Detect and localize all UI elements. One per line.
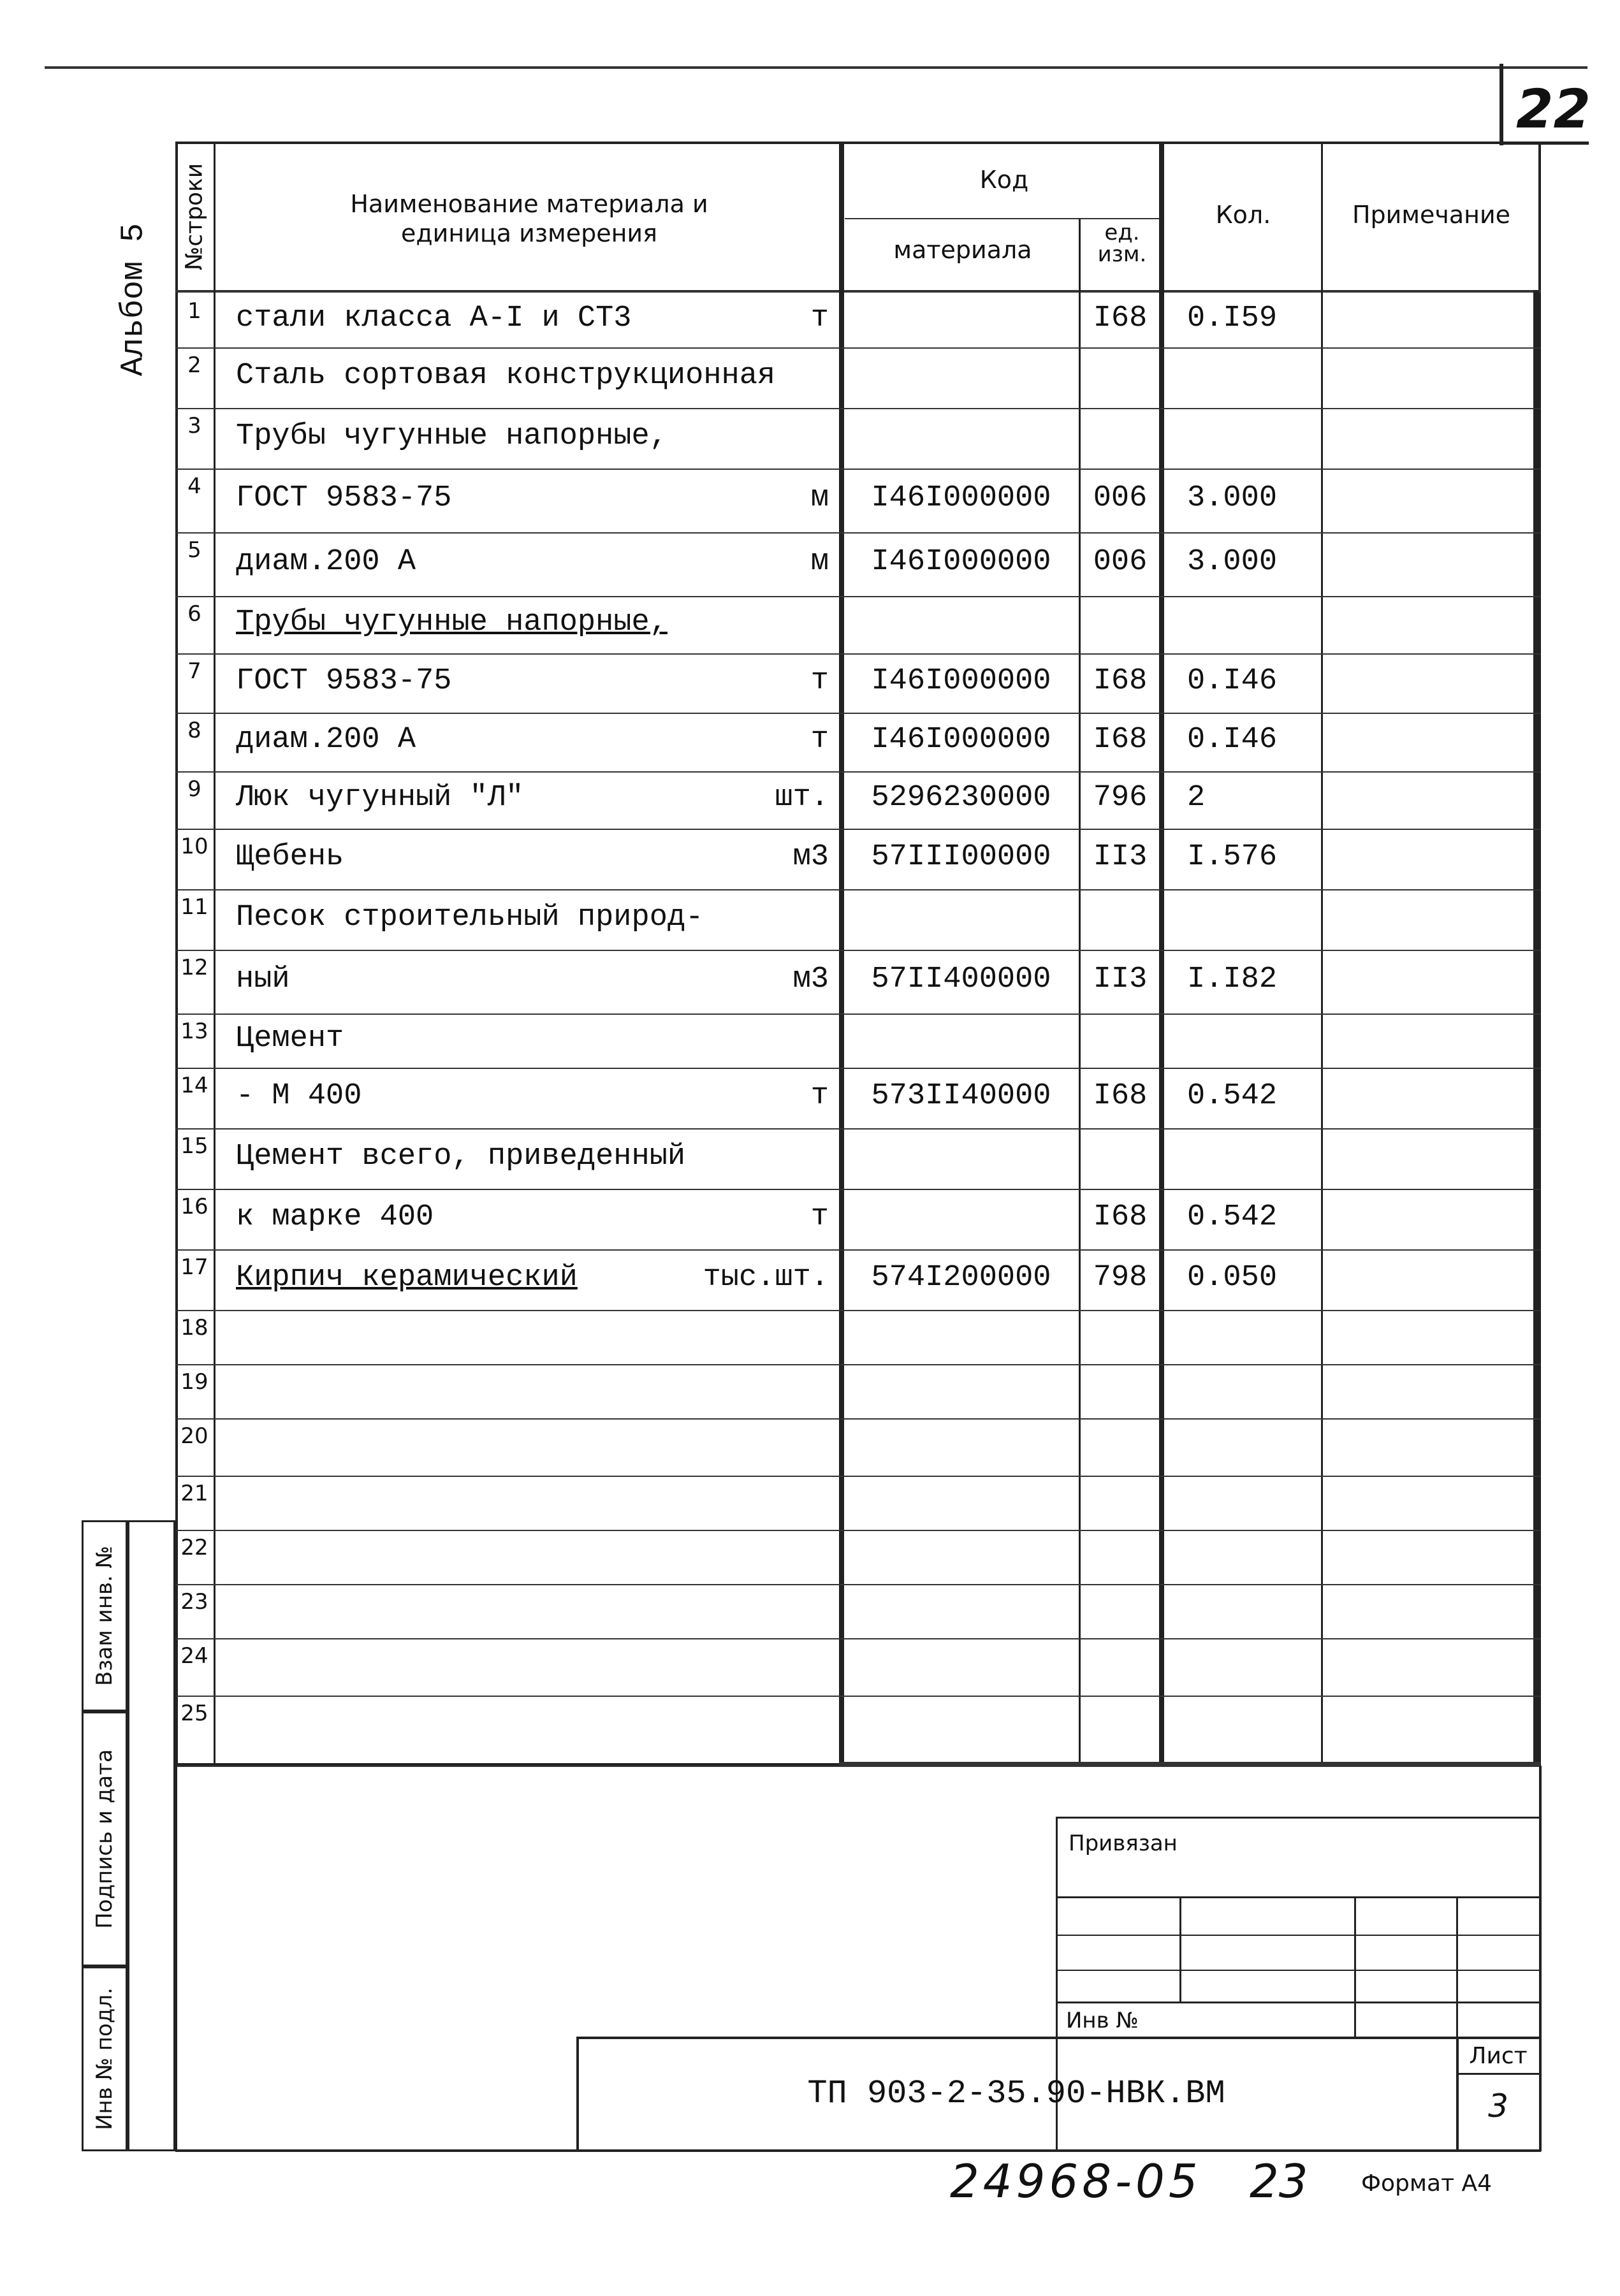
row-number: 19	[180, 1369, 208, 1395]
quantity: 3.000	[1187, 545, 1278, 579]
row-number: 25	[180, 1701, 208, 1726]
material-name: ГОСТ 9583-75	[236, 664, 452, 698]
row-number: 11	[180, 894, 208, 920]
col-divider-rownum	[214, 142, 215, 1766]
row-divider	[175, 347, 1541, 349]
row-divider	[175, 1476, 1541, 1477]
row-number: 20	[180, 1423, 208, 1449]
row-divider	[175, 596, 1541, 597]
unit-code: II3	[1093, 963, 1148, 996]
row-number: 17	[180, 1254, 208, 1280]
row-divider	[175, 1584, 1541, 1585]
page-number: 22	[1516, 78, 1591, 140]
row-divider	[175, 1249, 1541, 1251]
material-code: 57III00000	[871, 839, 1051, 874]
tb-bound-label: Привязан	[1069, 1831, 1178, 1856]
tb-line-2	[1056, 1935, 1539, 1936]
row-number: 22	[180, 1535, 208, 1560]
row-number: 13	[180, 1019, 208, 1044]
row-number: 7	[187, 658, 201, 684]
paper-format: Формат А4	[1361, 2170, 1492, 2197]
header-code-divider	[845, 218, 1164, 219]
strip-inv-label: Инв № подл.	[92, 1987, 117, 2130]
tb-top-line	[1056, 1817, 1539, 1819]
row-divider	[175, 653, 1541, 655]
row-number: 21	[180, 1481, 208, 1506]
document-designation: ТП 903-2-35.90-НВК.ВМ	[807, 2075, 1225, 2112]
tb-col-2	[1354, 1896, 1356, 2037]
header-quantity: Кол.	[1215, 201, 1271, 229]
unit-of-measure: м	[810, 481, 829, 515]
frame-right-line	[1539, 1766, 1542, 2151]
unit-of-measure: т	[810, 1200, 829, 1234]
frame-left-line	[175, 1766, 177, 2151]
row-divider	[175, 1068, 1541, 1069]
col-divider-unit	[1159, 142, 1164, 1766]
row-divider	[175, 829, 1541, 830]
row-divider	[175, 532, 1541, 534]
material-name: стали класса А-I и СТ3	[236, 301, 632, 335]
material-name: Щебень	[236, 839, 344, 874]
row-number: 18	[180, 1315, 208, 1341]
row-number: 16	[180, 1194, 208, 1219]
unit-of-measure: т	[810, 301, 829, 335]
material-name: Трубы чугунные напорные,	[236, 606, 668, 639]
handwritten-archive-code: 24968-05	[950, 2154, 1202, 2208]
tb-col-3	[1456, 1896, 1458, 2037]
row-divider	[175, 1189, 1541, 1190]
quantity: 0.I46	[1187, 664, 1278, 698]
header-unit-code: ед. изм.	[1097, 220, 1147, 267]
material-name: Сталь сортовая конструкционная	[236, 358, 776, 393]
row-number: 9	[187, 776, 201, 802]
frame-bottom-line	[175, 2149, 1541, 2152]
material-code: I46I000000	[871, 481, 1051, 515]
quantity: 0.542	[1187, 1079, 1278, 1113]
material-name: Цемент всего, приведенный	[236, 1139, 686, 1173]
row-divider	[175, 950, 1541, 951]
material-name: ный	[236, 963, 290, 996]
row-divider	[175, 1530, 1541, 1531]
material-name: диам.200 А	[236, 545, 416, 579]
row-number: 12	[180, 955, 208, 980]
unit-code: I68	[1093, 1079, 1148, 1113]
unit-code: II3	[1093, 839, 1148, 874]
row-divider	[175, 408, 1541, 409]
handwritten-page-number: 23	[1250, 2154, 1308, 2208]
unit-of-measure: тыс.шт.	[703, 1260, 829, 1295]
unit-of-measure: т	[810, 1079, 829, 1113]
quantity: I.576	[1187, 839, 1278, 874]
tb-inv-label: Инв №	[1066, 2008, 1139, 2033]
row-number: 15	[180, 1133, 208, 1159]
header-bottom-rule	[175, 290, 1541, 293]
tb-line-1	[1056, 1896, 1539, 1898]
material-code: 574I200000	[871, 1260, 1051, 1295]
unit-code: I68	[1093, 723, 1148, 757]
row-divider	[175, 1310, 1541, 1311]
material-name: Люк чугунный "Л"	[236, 781, 524, 815]
tb-sheet-label-line	[1456, 2073, 1539, 2075]
unit-of-measure: т	[810, 664, 829, 698]
unit-code: 006	[1093, 481, 1148, 515]
tb-sheet-label: Лист	[1469, 2043, 1528, 2069]
material-code: I46I000000	[871, 664, 1051, 698]
row-divider	[175, 713, 1541, 714]
material-code: I46I000000	[871, 545, 1051, 579]
row-number: 14	[180, 1073, 208, 1098]
header-row-number: №строки	[181, 163, 208, 271]
material-code: 573II40000	[871, 1079, 1051, 1113]
tb-line-3	[1056, 1970, 1539, 1971]
row-divider	[175, 1364, 1541, 1365]
unit-of-measure: м3	[792, 963, 829, 996]
header-code: Код	[979, 166, 1029, 194]
table-right-border	[1533, 290, 1538, 1766]
tb-col-1	[1179, 1896, 1181, 2002]
row-number: 6	[187, 601, 201, 627]
header-material-name: Наименование материала и единица измерения	[350, 190, 708, 247]
tb-sheet-number: 3	[1488, 2088, 1508, 2125]
row-divider	[175, 1696, 1541, 1697]
material-name: ГОСТ 9583-75	[236, 481, 452, 515]
material-name: - М 400	[236, 1079, 362, 1113]
quantity: 0.050	[1187, 1260, 1278, 1295]
unit-code: I68	[1093, 301, 1148, 335]
row-number: 8	[187, 718, 201, 743]
unit-of-measure: шт.	[775, 781, 829, 815]
row-divider	[175, 1418, 1541, 1420]
top-rule	[45, 66, 1587, 69]
material-code: I46I000000	[871, 723, 1051, 757]
unit-code: 006	[1093, 545, 1148, 579]
unit-of-measure: м3	[792, 839, 829, 874]
header-note: Примечание	[1352, 201, 1511, 229]
row-divider	[175, 889, 1541, 890]
unit-code: 796	[1093, 781, 1148, 815]
row-divider	[175, 469, 1541, 470]
sheet-number-bracket	[1500, 64, 1503, 145]
material-code: 57II400000	[871, 963, 1051, 996]
material-name: Песок строительный природ-	[236, 900, 704, 934]
album-label: Альбом 5	[115, 222, 152, 377]
row-number: 3	[187, 413, 201, 439]
row-number: 1	[187, 298, 201, 324]
unit-code: 798	[1093, 1260, 1148, 1295]
quantity: 0.I59	[1187, 301, 1278, 335]
material-name: Трубы чугунные напорные,	[236, 419, 668, 453]
col-divider-qty	[1321, 142, 1323, 1766]
row-divider	[175, 771, 1541, 773]
material-name: Цемент	[236, 1021, 344, 1056]
quantity: 2	[1187, 781, 1206, 815]
tb-sheet-divider	[1456, 2037, 1459, 2151]
col-divider-matcode	[1079, 218, 1081, 1766]
quantity: I.I82	[1187, 963, 1278, 996]
header-material-code: материала	[893, 236, 1032, 264]
row-number: 23	[180, 1589, 208, 1615]
material-name: диам.200 А	[236, 723, 416, 757]
material-name: Кирпич керамический	[236, 1260, 578, 1295]
material-name: к марке 400	[236, 1200, 434, 1234]
row-divider	[175, 1014, 1541, 1015]
tb-line-4	[1056, 2002, 1539, 2003]
unit-code: I68	[1093, 1200, 1148, 1234]
row-divider	[175, 1766, 1541, 1767]
quantity: 0.I46	[1187, 723, 1278, 757]
unit-code: I68	[1093, 664, 1148, 698]
row-number: 2	[187, 352, 201, 378]
row-divider	[175, 1638, 1541, 1639]
row-number: 5	[187, 537, 201, 563]
row-number: 10	[180, 834, 208, 859]
unit-of-measure: м	[810, 545, 829, 579]
row-number: 24	[180, 1643, 208, 1669]
tb-designation-top	[576, 2037, 1539, 2039]
quantity: 0.542	[1187, 1200, 1278, 1234]
unit-of-measure: т	[810, 723, 829, 757]
col-divider-name	[839, 142, 844, 1766]
row-divider	[175, 1128, 1541, 1130]
row-number: 4	[187, 474, 201, 499]
quantity: 3.000	[1187, 481, 1278, 515]
strip-blank-box	[128, 1520, 175, 2151]
strip-vzam-label: Взам инв. №	[92, 1545, 117, 1687]
material-code: 5296230000	[871, 781, 1051, 815]
strip-signature-label: Подпись и дата	[92, 1749, 117, 1929]
